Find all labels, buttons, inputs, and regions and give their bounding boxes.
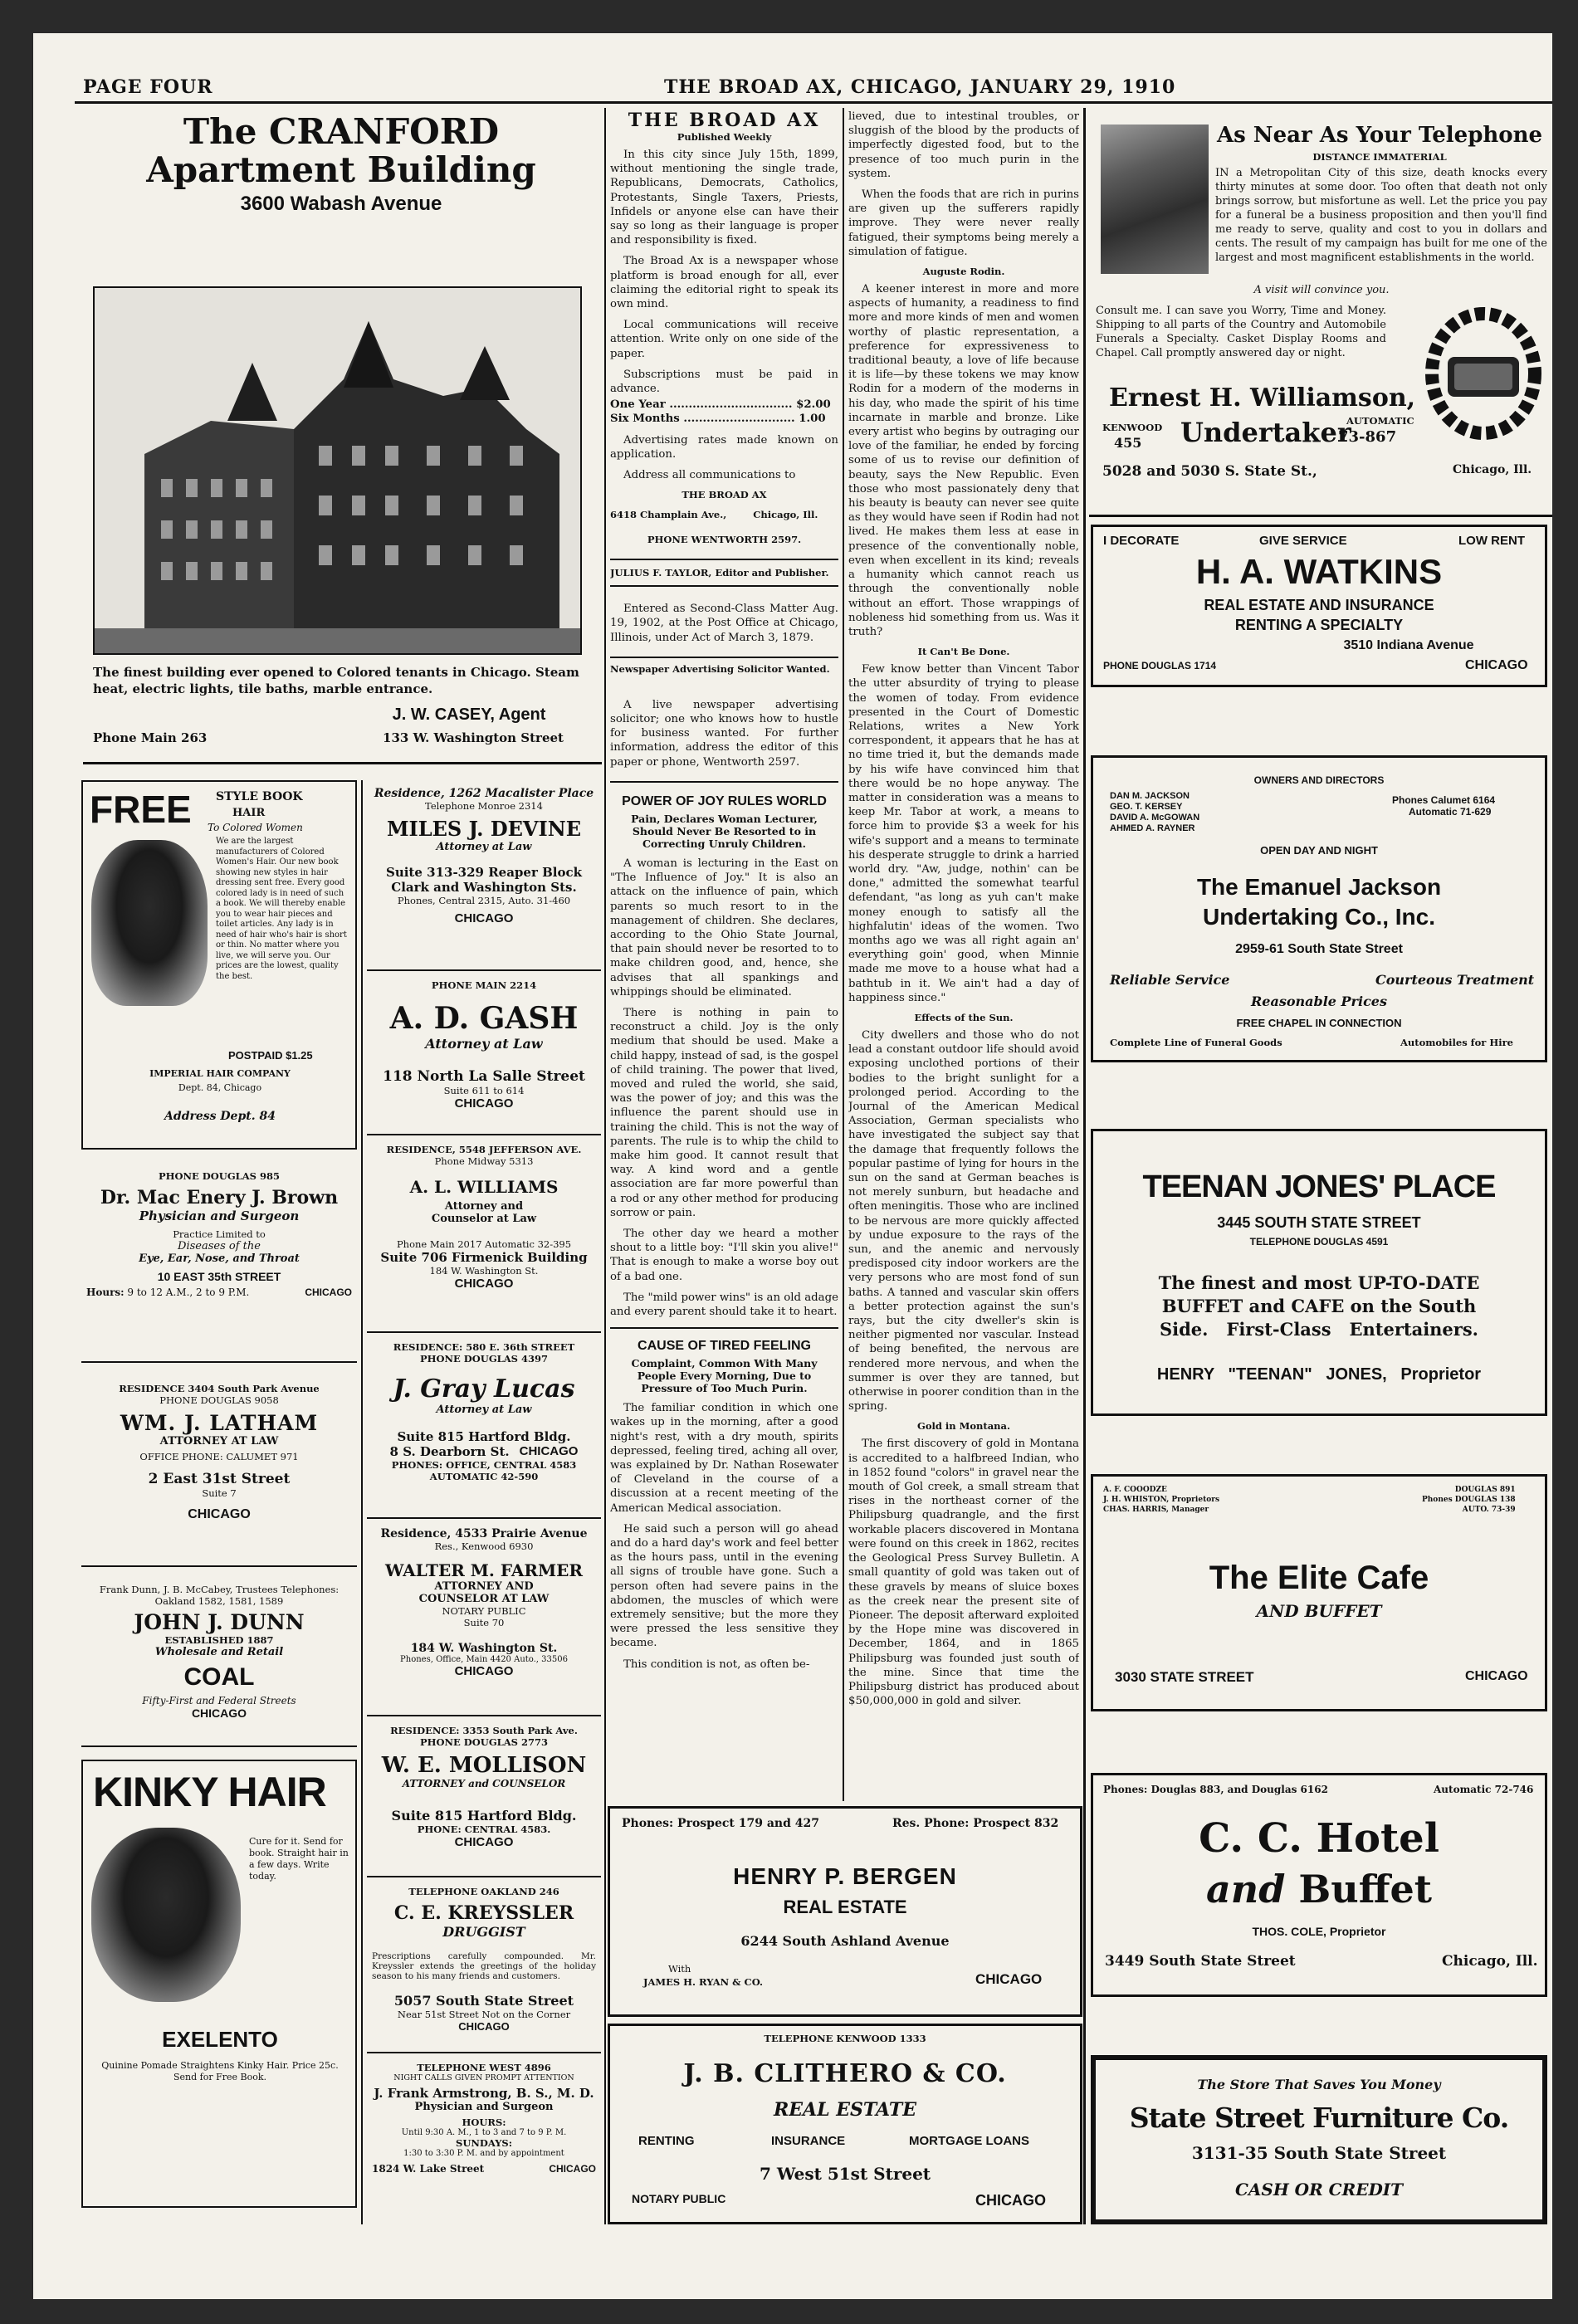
cc-address: 3449 South State Street (1105, 1953, 1296, 1970)
watkins-title: REAL ESTATE AND INSURANCE (1204, 597, 1434, 613)
brown-hours: 9 to 12 A.M., 2 to 9 P.M. (127, 1286, 250, 1298)
masthead: THE BROAD AX, CHICAGO, JANUARY 29, 1910 (664, 76, 1176, 98)
williams-card (367, 1137, 601, 1333)
armstrong-night: NIGHT CALLS GIVEN PROMPT ATTENTION (393, 2073, 574, 2082)
solicitor-body: A live newspaper advertising solicitor; one who knows how to hustle for business wanted. For further information, address the editor of this paper or phone, Wentworth 2597. (610, 698, 838, 769)
hair-text: HAIR (232, 807, 266, 819)
to-women-text: To Colored Women (208, 822, 303, 833)
brown-city: CHICAGO (305, 1286, 352, 1298)
broad-ax-p3: Local communications will receive attention. Write only on one side of the paper. (610, 319, 838, 360)
jackson-chapel: FREE CHAPEL IN CONNECTION (1236, 1017, 1402, 1029)
cranford-title: The CRANFORD (183, 111, 500, 152)
devine-phone: Phones, Central 2315, Auto. 31-460 (397, 895, 571, 906)
devine-residence: Residence, 1262 Macalister Place (374, 787, 594, 800)
dunn-address: Fifty-First and Federal Streets (142, 1695, 296, 1706)
bergen-firm: JAMES H. RYAN & CO. (643, 1976, 764, 1988)
cranford-subtitle: Apartment Building (146, 149, 536, 190)
williams-name: A. L. WILLIAMS (409, 1177, 559, 1197)
furniture-terms: CASH OR CREDIT (1234, 2180, 1404, 2200)
jackson-name-2: GEO. T. KERSEY (1110, 802, 1183, 812)
editorial-column-1 (610, 110, 838, 1803)
postpaid-text: POSTPAID $1.25 (228, 1049, 313, 1062)
hair-company-address: Dept. 84, Chicago (178, 1082, 262, 1093)
bergen-phones: Phones: Prospect 179 and 427 (622, 1817, 819, 1830)
jackson-open: OPEN DAY AND NIGHT (1260, 844, 1378, 857)
dunn-established: ESTABLISHED 1887 (164, 1634, 274, 1646)
williamson-name: Ernest H. Williamson, (1109, 383, 1416, 413)
kreyssler-phone: TELEPHONE OAKLAND 246 (408, 1886, 559, 1897)
jackson-names (1110, 791, 1199, 834)
williamson-body: IN a Metropolitan City of this size, death knocks every thirty minutes at some door. Too often that death not only brings sorrow, but misfortune as well. Let the price you pay for a funeral be a business proposition and then you'll find me ready to serve, quality and cost to you in dollars and cents. The result of my campaign has built for me one of the largest and most magnificent establishments in the world. (1215, 167, 1547, 264)
latham-res-phone: PHONE DOUGLAS 9058 (159, 1394, 279, 1406)
building-photo (93, 286, 582, 655)
page-number: PAGE FOUR (83, 76, 213, 98)
williamson-kenwood-no: 455 (1114, 435, 1142, 451)
mollison-residence: RESIDENCE: 3353 South Park Ave. (390, 1725, 578, 1736)
editorial-column-2 (848, 110, 1079, 1803)
broad-ax-editor: JULIUS F. TAYLOR, Editor and Publisher. (610, 567, 829, 579)
style-book-body: We are the largest manufacturers of Colored Women's Hair. Our new book showing new styles in hair dressing sent free. Every good colored lady is in need of such a book. We will thereby enable you to wear hair pieces and toilet articles. Any lady is in need of hair who's hair is short or thin. No matter where you live, we will serve you. Our prices are the lowest, quality the best. (216, 837, 347, 981)
williamson-visit: A visit will convince you. (1253, 284, 1390, 296)
bergen-title: REAL ESTATE (783, 1897, 907, 1917)
cc-and-buffet (1093, 1867, 1545, 1911)
mollison-name: W. E. MOLLISON (381, 1753, 587, 1778)
bergen-city: CHICAGO (975, 1971, 1043, 1987)
teenan-line3: Side. First-Class Entertainers. (1159, 1319, 1478, 1340)
devine-res-phone: Telephone Monroe 2314 (425, 800, 543, 812)
armstrong-sundays-label: SUNDAYS: (456, 2137, 512, 2149)
dunn-coal-card (81, 1577, 357, 1747)
joy-deck: Pain, Declares Woman Lecturer, Should Never Be Resorted to in Correcting Unruly Children. (631, 812, 818, 850)
mollison-suite: Suite 815 Hartford Bldg. (391, 1808, 577, 1824)
armstrong-address: 1824 W. Lake Street (372, 2163, 485, 2175)
furniture-address: 3131-35 South State Street (1191, 2143, 1447, 2163)
joy-p2: There is nothing in pain to reconstruct a child. Joy is the only medium that should be used. Make a child happy, instead of sad, is the gospel of child training. The power that lived, moved and ruled the world, she said, was the power of joy; and this was the influence the parent should use in training the child. This is not the way of parents. The rule is to whip the child to make him good. It cannot result that way. A kind word and a gentle association are far more powerful than a rod or any other method for producing sorrow or pain. (610, 1006, 838, 1219)
watkins-phone: PHONE DOUGLAS 1714 (1103, 660, 1217, 671)
kinky-hair-title: KINKY HAIR (93, 1769, 326, 1815)
broad-ax-sub: Published Weekly (677, 131, 772, 143)
williams-phone: Phone Main 2017 Automatic 32-395 (396, 1238, 572, 1250)
brown-phone: PHONE DOUGLAS 985 (159, 1170, 280, 1182)
williamson-consult: Consult me. I can save you Worry, Time and Money. Shipping to all parts of the Country and Automobile Funerals a Specialty. Casket Display Rooms and Chapel. Call promptly answered day or night. (1096, 305, 1386, 359)
kreyssler-body: Prescriptions carefully compounded. Mr. Kreyssler extends the greetings of the holiday season to his many friends and customers. (372, 1951, 596, 1981)
broad-ax-p1: In this city since July 15th, 1899, without mentioning the single trade, Republicans, Democrats, Catholics, Protestants, Single Taxers, Priests, Infidels or anyone else can have their say so long as their language is proper and responsibility is fixed. (610, 149, 838, 247)
lucas-residence: RESIDENCE: 580 E. 36th STREET (393, 1341, 575, 1353)
kreyssler-title: DRUGGIST (442, 1924, 525, 1940)
done-head: It Can't Be Done. (917, 646, 1010, 658)
furniture-ad (1091, 2055, 1547, 2224)
left-ad-column (81, 780, 357, 2224)
elite-name: The Elite Cafe (1209, 1560, 1429, 1596)
armstrong-hours: Until 9:30 A. M., 1 to 3 and 7 to 9 P. M. (401, 2128, 567, 2137)
lawyer-column (367, 780, 601, 2224)
tired-headline: CAUSE OF TIRED FEELING (638, 1339, 811, 1354)
lucas-res-phone: PHONE DOUGLAS 4397 (420, 1353, 548, 1365)
lucas-card (367, 1335, 601, 1519)
kinky-hair-bottom-text: Quinine Pomade Straightens Kinky Hair. Price 25c. Send for Free Book. (101, 2060, 339, 2082)
broad-ax-title: THE BROAD AX (628, 110, 821, 131)
mollison-card (367, 1718, 601, 1877)
clithero-ad (608, 2024, 1082, 2224)
williamson-address: 5028 and 5030 S. State St., (1102, 463, 1317, 480)
williams-title2: Counselor at Law (431, 1213, 537, 1225)
broad-ax-one-year: One Year ................................ $2.00 (610, 398, 831, 412)
elite-buffet: AND BUFFET (1256, 1601, 1382, 1621)
purin-continued: lieved, due to intestinal troubles, or sluggish of the blood by the products of imperfectly digested food, but to the presence of too much purin in the system. (848, 110, 1079, 180)
dunn-trade: Wholesale and Retail (154, 1646, 284, 1658)
latham-city: CHICAGO (188, 1507, 251, 1521)
farmer-residence: Residence, 4533 Prairie Avenue (380, 1527, 588, 1540)
gold-head: Gold in Montana. (917, 1420, 1010, 1433)
williamson-portrait (1101, 124, 1209, 274)
devine-city: CHICAGO (454, 911, 514, 925)
broad-ax-entered: Entered as Second-Class Matter Aug. 19, 1902, at the Post Office at Chicago, Illinois, under Act of March 3, 1879. (610, 603, 838, 644)
lucas-city: CHICAGO (519, 1444, 579, 1458)
jackson-name-3: DAVID A. McGOWAN (1110, 813, 1200, 823)
brown-title: Physician and Surgeon (139, 1208, 300, 1223)
kinky-hair-side-text: Cure for it. Send for book. Straight hair in a few days. Write today. (249, 1836, 349, 1882)
teenan-name: TEENAN JONES' PLACE (1142, 1169, 1496, 1204)
free-text: FREE (90, 788, 192, 831)
hair-company: IMPERIAL HAIR COMPANY (149, 1068, 291, 1079)
brown-name: Dr. Mac Enery J. Brown (100, 1187, 339, 1208)
cranford-address: 3600 Wabash Avenue (240, 193, 442, 215)
rodin-body: A keener interest in more and more aspects of humanity, a readiness to find more and more kinds of men and women worthy of plastic representation, a preference for expressiveness to traditional beauty, a love of life because it is life—by these tokens we may know Rodin for a modern of the moderns in his day, who made the spirit of his time incarnate in marble and bronze. Like every artist who begins by outraging our love of the familiar, he ended by forcing some of us to revise our definition of beauty, says the New Republic. Even those who most passionately deny that his beauty is beauty can never see quite as they would have seen if Rodin had not lived. He makes them less at ease in presence of the conventionally noble, even when excellent in its kind; reveals a humanity which cannot reach us through the conventionally noble without an effort. Those wrappings of nobleness hid something from us. Was it truth? (848, 283, 1079, 638)
style-book-ad (81, 780, 357, 1150)
clithero-name: J. B. CLITHERO & CO. (683, 2059, 1007, 2088)
clithero-notary: NOTARY PUBLIC (632, 2192, 726, 2205)
cranford-agent-address: 133 W. Washington Street (383, 730, 564, 745)
broad-ax-six-months: Six Months ............................. 1.00 (610, 413, 826, 426)
solicitor-head: Newspaper Advertising Solicitor Wanted. (610, 662, 830, 675)
clithero-renting: RENTING (638, 2134, 695, 2148)
broad-ax-address: 6418 Champlain Ave., Chicago, Ill. (610, 509, 818, 521)
devine-name: MILES J. DEVINE (386, 817, 582, 841)
gash-city: CHICAGO (454, 1096, 514, 1111)
farmer-card (367, 1521, 601, 1716)
kinky-hair-ad (81, 1760, 357, 2208)
bergen-address: 6244 South Ashland Avenue (740, 1933, 950, 1949)
williams-suite: Suite 706 Firmenick Building (380, 1250, 588, 1265)
gash-card (367, 973, 601, 1135)
elite-phones: DOUGLAS 891 Phones DOUGLAS 138 AUTO. 73-39 (1422, 1486, 1516, 1514)
jackson-courteous: Courteous Treatment (1375, 972, 1535, 988)
mollison-title: ATTORNEY and COUNSELOR (402, 1778, 566, 1789)
jackson-name-4: AHMED A. RAYNER (1110, 823, 1195, 833)
bergen-res-phone: Res. Phone: Prospect 832 (892, 1817, 1059, 1830)
mollison-phone: PHONE: CENTRAL 4583. (417, 1824, 551, 1835)
jackson-ad (1091, 755, 1547, 1062)
rodin-head: Auguste Rodin. (922, 266, 1005, 278)
cc-city: Chicago, Ill. (1442, 1953, 1538, 1970)
elite-city: CHICAGO (1465, 1669, 1528, 1683)
broad-ax-p2: The Broad Ax is a newspaper whose platform is broad enough for all, ever claiming the editorial right to speak its own mind. (610, 255, 838, 311)
lucas-phones: PHONES: OFFICE, CENTRAL 4583 (391, 1459, 577, 1471)
williams-title1: Attorney and (444, 1200, 524, 1213)
cc-name: C. C. Hotel (1199, 1815, 1439, 1862)
jackson-name1: The Emanuel Jackson (1196, 874, 1442, 900)
clithero-mortgage: MORTGAGE LOANS (909, 2134, 1029, 2148)
armstrong-card (367, 2055, 601, 2221)
brown-practice: Practice Limited to (173, 1228, 266, 1240)
bergen-with: With (668, 1963, 691, 1975)
jackson-name2: Undertaking Co., Inc. (1202, 904, 1436, 930)
cc-and: and (1205, 1867, 1286, 1911)
jackson-owners: OWNERS AND DIRECTORS (1253, 774, 1385, 786)
broad-ax-name: THE BROAD AX (682, 489, 767, 501)
devine-suite: Suite 313-329 Reaper Block (386, 865, 582, 880)
jackson-address: 2959-61 South State Street (1235, 942, 1403, 956)
clithero-title: REAL ESTATE (773, 2099, 917, 2121)
brown-hours-label: Hours: (86, 1286, 125, 1298)
broad-ax-phone: PHONE WENTWORTH 2597. (647, 534, 802, 546)
cranford-phone: Phone Main 263 (93, 730, 208, 745)
armstrong-name: J. Frank Armstrong, B. S., M. D. (374, 2086, 594, 2101)
williams-address: 184 W. Washington St. (429, 1265, 539, 1277)
teenan-line1: The finest and most UP-TO-DATE (1158, 1272, 1480, 1293)
latham-title: ATTORNEY AT LAW (159, 1435, 279, 1448)
watkins-rent: LOW RENT (1458, 534, 1525, 548)
section-rule (83, 762, 602, 764)
teenan-address: 3445 SOUTH STATE STREET (1217, 1214, 1421, 1231)
hair-address-dept: Address Dept. 84 (164, 1110, 276, 1123)
gash-address: 118 North La Salle Street (383, 1068, 585, 1085)
williams-res-phone: Phone Midway 5313 (434, 1155, 534, 1167)
latham-office: OFFICE PHONE: CALUMET 971 (139, 1451, 299, 1462)
tired-p1: The familiar condition in which one wakes up in the morning, after a good night's rest, with a dry mouth, spirits depressed, feeling tired, aching all over, was explained by Dr. Nathan Rosewater of Cleveland in the course of a discussion at a recent meeting of the American Medical association. (610, 1402, 838, 1515)
bergen-name: HENRY P. BERGEN (733, 1863, 957, 1889)
joy-headline: POWER OF JOY RULES WORLD (622, 793, 827, 808)
kreyssler-address: 5057 South State Street (393, 1993, 574, 2009)
wreath-icon (1421, 299, 1546, 440)
mollison-res-phone: PHONE DOUGLAS 2773 (420, 1736, 548, 1748)
furniture-name: State Street Furniture Co. (1129, 2102, 1509, 2134)
farmer-address: 184 W. Washington St. (410, 1642, 558, 1655)
farmer-name: WALTER M. FARMER (384, 1560, 584, 1580)
cranford-ad (83, 108, 599, 764)
cc-phones: Phones: Douglas 883, and Douglas 6162 (1103, 1784, 1328, 1795)
farmer-suite: Suite 70 (463, 1617, 505, 1628)
cc-hotel-ad (1091, 1773, 1547, 1997)
header-rule (75, 101, 1552, 104)
cranford-description: The finest building ever opened to Colored tenants in Chicago. Steam heat, electric lights, tile baths, marble entrance. (93, 665, 579, 696)
latham-suite: Suite 7 (202, 1487, 237, 1499)
watkins-name: H. A. WATKINS (1195, 552, 1443, 591)
williamson-city: Chicago, Ill. (1453, 463, 1532, 476)
tired-deck: Complaint, Common With Many People Every Morning, Due to Pressure of Too Much Purin. (631, 1357, 818, 1395)
column-rule (843, 108, 844, 1801)
williamson-head: As Near As Your Telephone (1216, 123, 1543, 148)
style-book-text: STYLE BOOK (216, 790, 303, 803)
lucas-name: J. Gray Lucas (393, 1374, 575, 1404)
armstrong-sundays: 1:30 to 3:30 P. M. and by appointment (403, 2149, 564, 2158)
latham-name: WM. J. LATHAM (120, 1411, 319, 1435)
column-rule (1083, 108, 1086, 2224)
jackson-reliable: Reliable Service (1110, 972, 1230, 988)
jackson-prices: Reasonable Prices (1250, 994, 1387, 1009)
kinky-hair-photo (91, 1828, 241, 2002)
cc-proprietor: THOS. COLE, Proprietor (1252, 1925, 1386, 1938)
devine-corner: Clark and Washington Sts. (391, 880, 577, 895)
teenan-proprietor: HENRY "TEENAN" JONES, Proprietor (1156, 1365, 1482, 1384)
brown-organs: Eye, Ear, Nose, and Throat (139, 1252, 300, 1265)
latham-card (81, 1376, 357, 1567)
devine-card (367, 780, 601, 971)
clithero-city: CHICAGO (975, 2192, 1046, 2209)
armstrong-title: Physician and Surgeon (414, 2101, 554, 2113)
clithero-address: 7 West 51st Street (759, 2164, 931, 2184)
broad-ax-p5: Advertising rates made known on application. (610, 433, 838, 461)
watkins-service: GIVE SERVICE (1259, 534, 1347, 548)
jackson-goods: Complete Line of Funeral Goods (1110, 1037, 1282, 1048)
latham-address: 2 East 31st Street (148, 1471, 291, 1487)
column-rule (361, 780, 363, 2224)
watkins-ad (1091, 525, 1547, 687)
joy-p4: The "mild power wins" is an old adage and every parent should take it to heart. (610, 1291, 838, 1318)
teenan-ad (1091, 1129, 1547, 1416)
jackson-autos: Automobiles for Hire (1400, 1037, 1513, 1048)
hair-photo (91, 840, 208, 1006)
tired-p3: This condition is not, as often be- (623, 1658, 810, 1671)
sun-head: Effects of the Sun. (914, 1011, 1014, 1023)
elite-ad (1091, 1474, 1547, 1711)
lucas-title: Attorney at Law (436, 1404, 532, 1416)
dunn-city: CHICAGO (191, 1706, 247, 1720)
tired-p2: He said such a person will go ahead and do a hard day's work and feel better as the hours pass, until in the evening all signs of trouble have gone. Such a person often had severe pains in the abdomen, the muscles of which were extremely sensitive; but the more they were pressed the less sensitive they became. (610, 1522, 838, 1650)
watkins-renting: RENTING A SPECIALTY (1234, 617, 1404, 633)
building-illustration (95, 288, 580, 653)
brown-diseases: Diseases of the (178, 1240, 261, 1252)
sun-body: City dwellers and those who do not lead a constant outdoor life should avoid exposing unclothed portions of their bodies to the bright sunlight for a prolonged period. According to the Journal of the American Medical Association, German specialists who have investigated the subject say that the damage that frequently follows the popular pastime of lying for hours in the sun on the sand at German beaches is not merely sunburn, but headache and often meningitis. Those who are inclined to be nervous are more quickly affected by undue exposure to the rays of the sun, and the anemic and nervously predisposed city indoor workers are the very persons who are most fond of sun baths. A tanned and vascular skin offers a better protection against the sun's rays, but the city dweller's skin is neither pigmented nor vascular. Instead of being benefited, the nervous are rendered more nervous, and when the summer is over they are tanned, but otherwise in poorer condition than in the spring. (848, 1028, 1079, 1413)
armstrong-phone: TELEPHONE WEST 4896 (417, 2062, 551, 2073)
farmer-title1: ATTORNEY AND (434, 1580, 534, 1593)
lucas-address: 8 S. Dearborn St. (389, 1444, 510, 1459)
teenan-phone: TELEPHONE DOUGLAS 4591 (1249, 1236, 1389, 1247)
watkins-decorate: I DECORATE (1103, 534, 1180, 548)
dunn-phones: Frank Dunn, J. B. McCabey, Trustees Telephones: Oakland 1582, 1581, 1589 (99, 1584, 340, 1607)
farmer-city: CHICAGO (454, 1664, 514, 1678)
elite-people: A. F. COOODZE J. H. WHISTON, Proprietors CHAS. HARRIS, Manager (1103, 1486, 1220, 1514)
latham-residence: RESIDENCE 3404 South Park Avenue (119, 1383, 320, 1394)
gash-name: A. D. GASH (389, 1001, 579, 1036)
joy-p3: The other day we heard a mother shout to a little boy: "I'll skin you alive!" That is enough to make a worse boy out of a bad one. (610, 1227, 838, 1283)
elite-address: 3030 STATE STREET (1115, 1669, 1254, 1685)
furniture-tag: The Store That Saves You Money (1197, 2077, 1441, 2092)
cc-automatic: Automatic 72-746 (1434, 1784, 1534, 1795)
farmer-title2: COUNSELOR AT LAW (418, 1593, 550, 1605)
watkins-address: 3510 Indiana Avenue (1343, 638, 1474, 652)
purin-p1: When the foods that are rich in purins are given up the sufferers rapidly improve. They were never really fatigued, their symptoms being merely a simulation of fatigue. (848, 188, 1079, 258)
williams-residence: RESIDENCE, 5548 JEFFERSON AVE. (386, 1144, 582, 1155)
watkins-city: CHICAGO (1465, 658, 1528, 672)
williamson-kenwood: KENWOOD (1102, 422, 1163, 433)
bergen-ad (608, 1806, 1082, 2017)
exelento-text: EXELENTO (162, 2027, 278, 2052)
lucas-auto: AUTOMATIC 42-590 (429, 1471, 539, 1482)
williamson-sub: DISTANCE IMMATERIAL (1312, 151, 1447, 163)
joy-p1: A woman is lecturing in the East on "The Influence of Joy." It is also an attack on the influence of pain, which parents so much resort to in the management of children. She declares, according to the Ohio State Journal, that pain should never be resorted to to make children good, and, hence, she advises that all spankings and whippings should be eliminated. (610, 857, 838, 998)
teenan-line2: BUFFET and CAFE on the South (1161, 1296, 1477, 1316)
section-rule (1089, 515, 1552, 517)
farmer-notary: NOTARY PUBLIC (442, 1605, 526, 1617)
mollison-city: CHICAGO (454, 1835, 514, 1849)
gash-suite: Suite 611 to 614 (443, 1085, 525, 1096)
armstrong-hours-label: HOURS: (462, 2116, 506, 2128)
broad-ax-p4: Subscriptions must be paid in advance. (610, 368, 838, 396)
lucas-suite: Suite 815 Hartford Bldg. (397, 1429, 571, 1444)
clithero-phone: TELEPHONE KENWOOD 1333 (764, 2033, 926, 2044)
williamson-undertaker: Undertaker (1180, 417, 1351, 448)
williamson-ad (1089, 108, 1552, 498)
jackson-automatic: Automatic 71-629 (1409, 806, 1492, 818)
broad-ax-p6: Address all communications to (623, 469, 796, 482)
clithero-insurance: INSURANCE (771, 2134, 846, 2148)
farmer-res-phone: Res., Kenwood 6930 (434, 1540, 534, 1552)
gash-phone: PHONE MAIN 2214 (431, 979, 537, 991)
jackson-name-1: DAN M. JACKSON (1110, 791, 1190, 801)
dunn-name: JOHN J. DUNN (134, 1610, 305, 1634)
brown-address: 10 EAST 35th STREET (157, 1270, 281, 1283)
dr-brown-card (81, 1164, 357, 1363)
kreyssler-near: Near 51st Street Not on the Corner (397, 2009, 571, 2020)
devine-title: Attorney at Law (436, 841, 532, 853)
kreyssler-city: CHICAGO (458, 2020, 510, 2033)
kreyssler-name: C. E. KREYSSLER (393, 1902, 574, 1924)
farmer-phones: Phones, Office, Main 4420 Auto., 33506 (400, 1655, 568, 1664)
williamson-automatic: AUTOMATIC (1346, 415, 1414, 427)
gold-body: The first discovery of gold in Montana is accredited to a halfbreed Indian, who in 1852 found "colors" in gravel near the mouth of Gol creek, a small stream that rises in the northeast corner of the Philipsburg quadrangle, and the first workable placers discovered in Montana were found on this creek in 1862, recites the Geological Press Survey Bulletin. A small quantity of gold was taken out of these gravels by means of sluice boxes as the creek near the present site of Pioneer. The deposit afterward exploited by the Hope mine was discovered in December, 1864, and in 1865 Philipsburg was founded just south of the mine. Since that time the Philipsburg district has produced about $50,000,000 in gold and silver. (848, 1438, 1079, 1708)
armstrong-city: CHICAGO (549, 2163, 596, 2175)
cc-buffet: Buffet (1298, 1867, 1433, 1911)
done-body: Few know better than Vincent Tabor the utter absurdity of trying to please the women of today. From evidence presented in the Court of Domestic Relations, writes a New York correspondent, it appears that he has at no time tried it, but the demands made by his wife have convinced him that there would be no hope anyway. The matter in consideration was a means to keep Mr. Tabor at work, a means to force him to provide $3 a week for his wife's support and a means to terminate his desperate struggle to drink a harried world dry. "Aw, judge, nothin' can be done," admitted the somewhat tearful defendant, "as long as yuh can't make money enough to satisfy all the highfalutin' ideas of the women. Two months ago we was all right again an' everything goin' good, when Minnie made me move to a house what had a bathtub in it. We ain't had a day of happiness since." (848, 663, 1079, 1004)
column-rule (604, 108, 606, 2224)
jackson-phones: Phones Calumet 6164 (1392, 794, 1496, 806)
williams-city: CHICAGO (454, 1277, 514, 1291)
kreyssler-card (367, 1879, 601, 2053)
gash-title: Attorney at Law (425, 1036, 543, 1052)
newspaper-page (33, 33, 1552, 2299)
dunn-coal: COAL (183, 1663, 255, 1691)
cranford-agent: J. W. CASEY, Agent (392, 706, 546, 724)
williamson-auto-no: 73-867 (1338, 428, 1397, 446)
